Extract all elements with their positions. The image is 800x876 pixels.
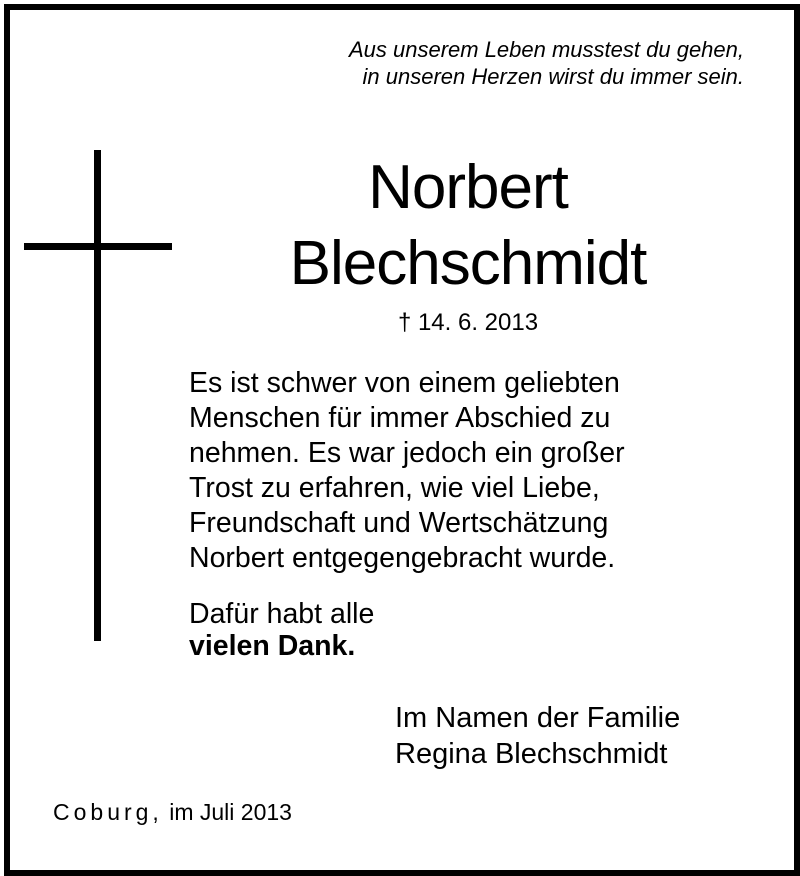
thanks-line-2: vielen Dank. (189, 630, 356, 662)
place-name: Coburg, (53, 799, 163, 825)
motto-verse (184, 36, 744, 90)
message-line: Es ist schwer von einem geliebten (189, 367, 620, 399)
deceased-last-name: Blechschmidt (289, 229, 647, 298)
death-date: † 14. 6. 2013 (397, 309, 539, 336)
publication-date: im Juli 2013 (162, 799, 292, 825)
cross-icon-horizontal-bar (24, 243, 172, 250)
place-and-date (53, 797, 292, 827)
message-line: nehmen. Es war jedoch ein großer (189, 437, 625, 469)
motto-line-2: in unseren Herzen wirst du immer sein. (362, 64, 744, 89)
family-signature (395, 700, 775, 772)
thanks-line-1: Dafür habt alle (189, 598, 375, 630)
obituary-message (189, 366, 749, 576)
message-line: Trost zu erfahren, wie viel Liebe, (189, 472, 600, 504)
motto-line-1: Aus unserem Leben musstest du gehen, (348, 37, 744, 62)
message-line: Menschen für immer Abschied zu (189, 402, 611, 434)
cross-icon-vertical-bar (94, 150, 101, 641)
deceased-name (180, 150, 756, 302)
message-line: Freundschaft und Wertschätzung (189, 507, 609, 539)
signature-line-1: Im Namen der Familie (395, 702, 681, 734)
signature-line-2: Regina Blechschmidt (395, 738, 668, 770)
deceased-first-name: Norbert (368, 153, 568, 222)
thanks-note (189, 598, 749, 662)
message-line: Norbert entgegengebracht wurde. (189, 542, 616, 574)
